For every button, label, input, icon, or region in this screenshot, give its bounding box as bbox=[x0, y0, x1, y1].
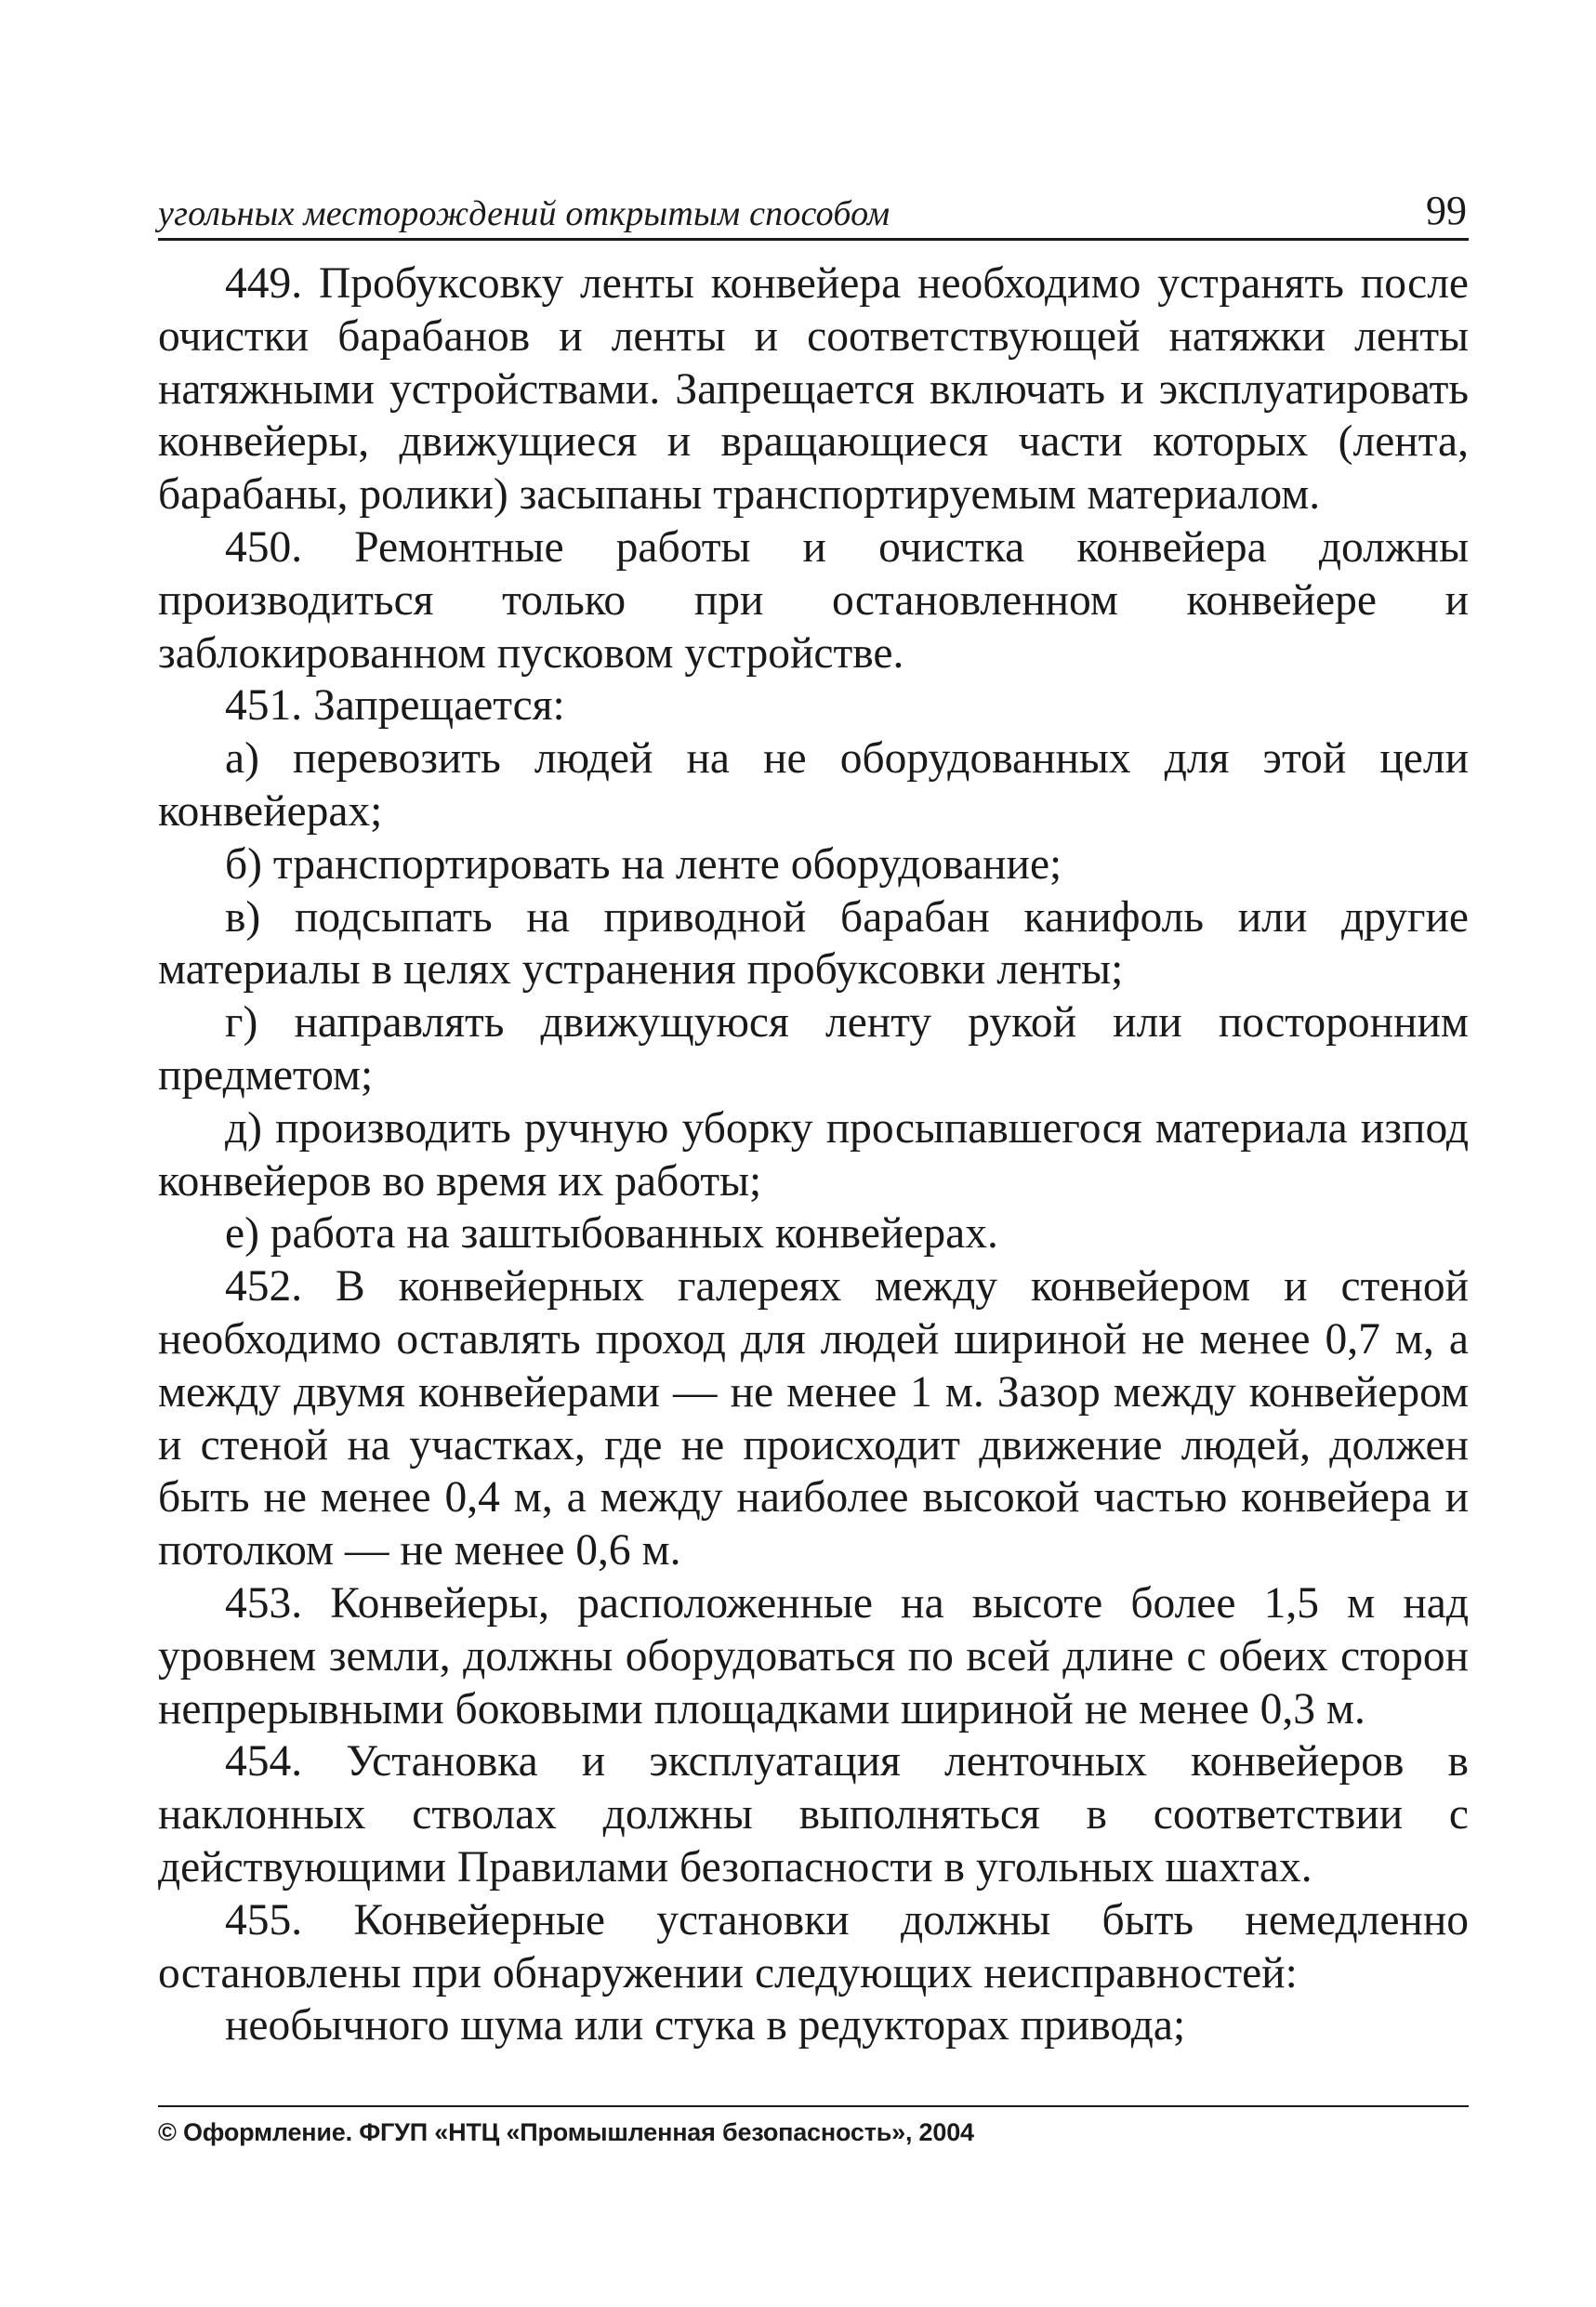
paragraph-454: 454. Установка и эксплуатация ленточных конвейеров в наклонных стволах должны выполняться в соответствии с действующими Правилами безопасности в угольных шахтах. bbox=[158, 1737, 1469, 1892]
list-item-d: д) производить ручную уборку просыпавшегося материала изпод конвейеров во время их работы; bbox=[158, 1103, 1469, 1206]
list-item-g: г) направлять движущуюся ленту рукой или посторонним предметом; bbox=[158, 998, 1469, 1100]
page bbox=[158, 177, 1469, 2052]
footer-copyright: © Оформление. ФГУП «НТЦ «Промышленная безопасность», 2004 bbox=[158, 2105, 1469, 2147]
paragraph-451: 451. Запрещается: bbox=[225, 681, 565, 731]
list-item-v: в) подсыпать на приводной барабан канифоль или другие материалы в целях устранения пробуксовки ленты; bbox=[158, 892, 1469, 995]
paragraph-449: 449. Пробуксовку ленты конвейера необходимо устранять после очистки барабанов и ленты и соответствующей натяжки ленты натяжными устройствами. Запрещается включать и эксплуатировать конвейеры, движущиеся и вращающиеся части которых (лента, барабаны, ролики) засыпаны транспортируемым материалом. bbox=[158, 259, 1469, 520]
paragraph-455: 455. Конвейерные установки должны быть немедленно остановлены при обнаружении следующих неисправностей: bbox=[158, 1895, 1469, 1997]
running-title: угольных месторождений открытым способом bbox=[158, 194, 890, 233]
running-header bbox=[158, 177, 1469, 241]
page-number: 99 bbox=[1426, 188, 1467, 233]
list-item-a: а) перевозить людей на не оборудованных для этой цели конвейерах; bbox=[158, 734, 1469, 836]
list-item-e: е) работа на заштыбованных конвейерах. bbox=[225, 1209, 998, 1259]
paragraph-450: 450. Ремонтные работы и очистка конвейера должны производиться только при остановленном конвейере и заблокированном пусковом устройстве. bbox=[158, 522, 1469, 678]
paragraph-452: 452. В конвейерных галереях между конвейером и стеной необходимо оставлять проход для людей шириной не менее 0,7 м, а между двумя конвейерами — не менее 1 м. Зазор между конвейером и стеной на участках, где не происходит движение людей, должен быть не менее 0,4 м, а между наиболее высокой частью конвейера и потолком — не менее 0,6 м. bbox=[158, 1262, 1469, 1575]
paragraph-455-item: необычного шума или стука в редукторах привода; bbox=[225, 2001, 1186, 2050]
paragraph-453: 453. Конвейеры, расположенные на высоте более 1,5 м над уровнем земли, должны оборудоваться по всей длине с обеих сторон непрерывными боковыми площадками шириной не менее 0,3 м. bbox=[158, 1578, 1469, 1734]
body-text bbox=[158, 257, 1469, 2052]
list-item-b: б) транспортировать на ленте оборудование; bbox=[225, 839, 1062, 889]
